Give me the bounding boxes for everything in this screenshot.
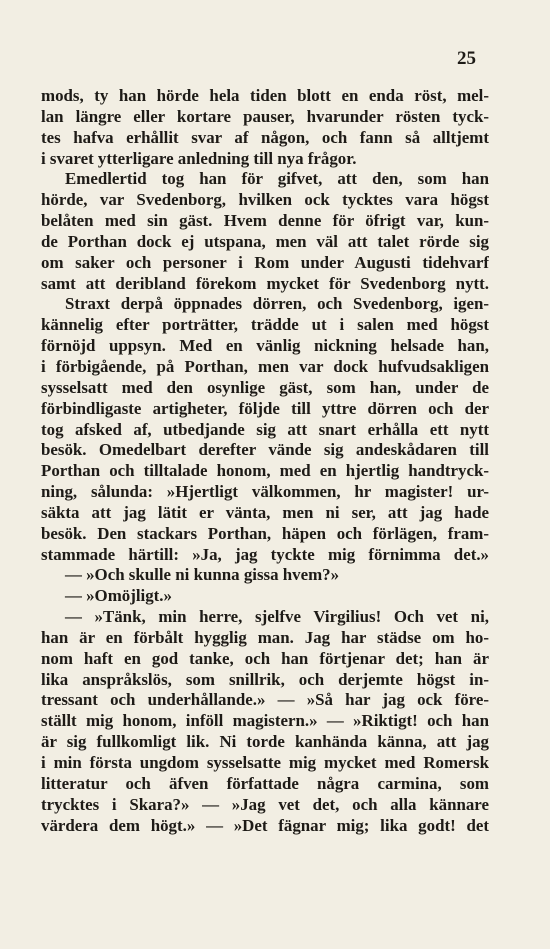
text-line: besök. Den stackars Porthan, häpen och förlägen, fram- [41,523,489,543]
text-line: trycktes i Skara?» — »Jag vet det, och alla kännare [41,794,489,814]
text-line: han är en förbålt hygglig man. Jag har städse om ho- [41,627,489,647]
text-line: säkta att jag lätit er vänta, men ni ser, att jag hade [41,502,489,522]
text-line: förnöjd uppsyn. Med en vänlig nickning helsade han, [41,336,489,356]
text-line: i svaret ytterligare anledning till nya frågor. [41,148,357,168]
text-line: lan längre eller kortare pauser, hvarunder rösten tyck- [41,106,489,126]
text-line: Porthan och tilltalade honom, med en hjertlig handtryck- [41,461,489,481]
text-line: tog afsked af, utbedjande sig att snart erhålla ett nytt [41,419,489,439]
text-line: tes hafva erhållit svar af någon, och fann så alltjemt [41,127,489,147]
text-line: i förbigående, på Porthan, men var dock hufvudsakligen [41,356,489,376]
text-line: sysselsatt med den osynlige gäst, som han, under de [41,377,489,397]
text-line: lika anspråkslös, som snillrik, och derjemte högst in- [41,669,489,689]
text-line: värdera dem högt.» — »Det fägnar mig; lika godt! det [41,815,489,835]
text-line: belåten med sin gäst. Hvem denne för öfrigt var, kun- [41,211,489,231]
text-line: Straxt derpå öppnades dörren, och Svedenborg, igen- [65,294,489,314]
text-line: i min första ungdom sysselsatte mig mycket med Romersk [41,753,489,772]
text-line: — »Tänk, min herre, sjelfve Virgilius! Och vet ni, [65,607,489,627]
text-line: ställt mig honom, inföll magistern.» — »Riktigt! och han [41,711,489,731]
text-line: Emedlertid tog han för gifvet, att den, som han [65,169,489,189]
text-line: kännelig efter porträtter, trädde ut i salen med högst [41,315,489,335]
text-line: hörde, var Svedenborg, hvilken ock tycktes vara högst [41,190,489,210]
text-line: de Porthan dock ej utspana, men väl att talet rörde sig [41,231,489,251]
text-line: mods, ty han hörde hela tiden blott en enda röst, mel- [41,86,489,105]
text-line: litteratur och äfven författade några carmina, som [41,773,489,793]
text-line: besök. Omedelbart derefter vände sig andeskådaren till [41,440,489,460]
text-line: nom haft en god tanke, och han förtjenar det; han är [41,648,489,668]
text-line: om saker och personer i Rom under Augusti tidehvarf [41,252,489,272]
text-line: ning, sålunda: »Hjertligt välkommen, hr magister! ur- [41,482,489,502]
text-line: tressant och underhållande.» — »Så har jag ock före- [41,690,489,710]
body-text [41,86,489,836]
text-line: — »Och skulle ni kunna gissa hvem?» [65,565,340,585]
text-line: förbindligaste artigheter, följde till yttre dörren och der [41,398,489,418]
text-line: samt att deribland förekom mycket för Svedenborg nytt. [41,273,489,293]
page-number: 25 [457,48,476,69]
text-line: stammade härtill: »Ja, jag tyckte mig förnimma det.» [41,544,489,564]
text-line: är sig fullkomligt lik. Ni torde kanhända känna, att jag [41,732,489,752]
text-line: — »Omöjligt.» [65,586,172,606]
